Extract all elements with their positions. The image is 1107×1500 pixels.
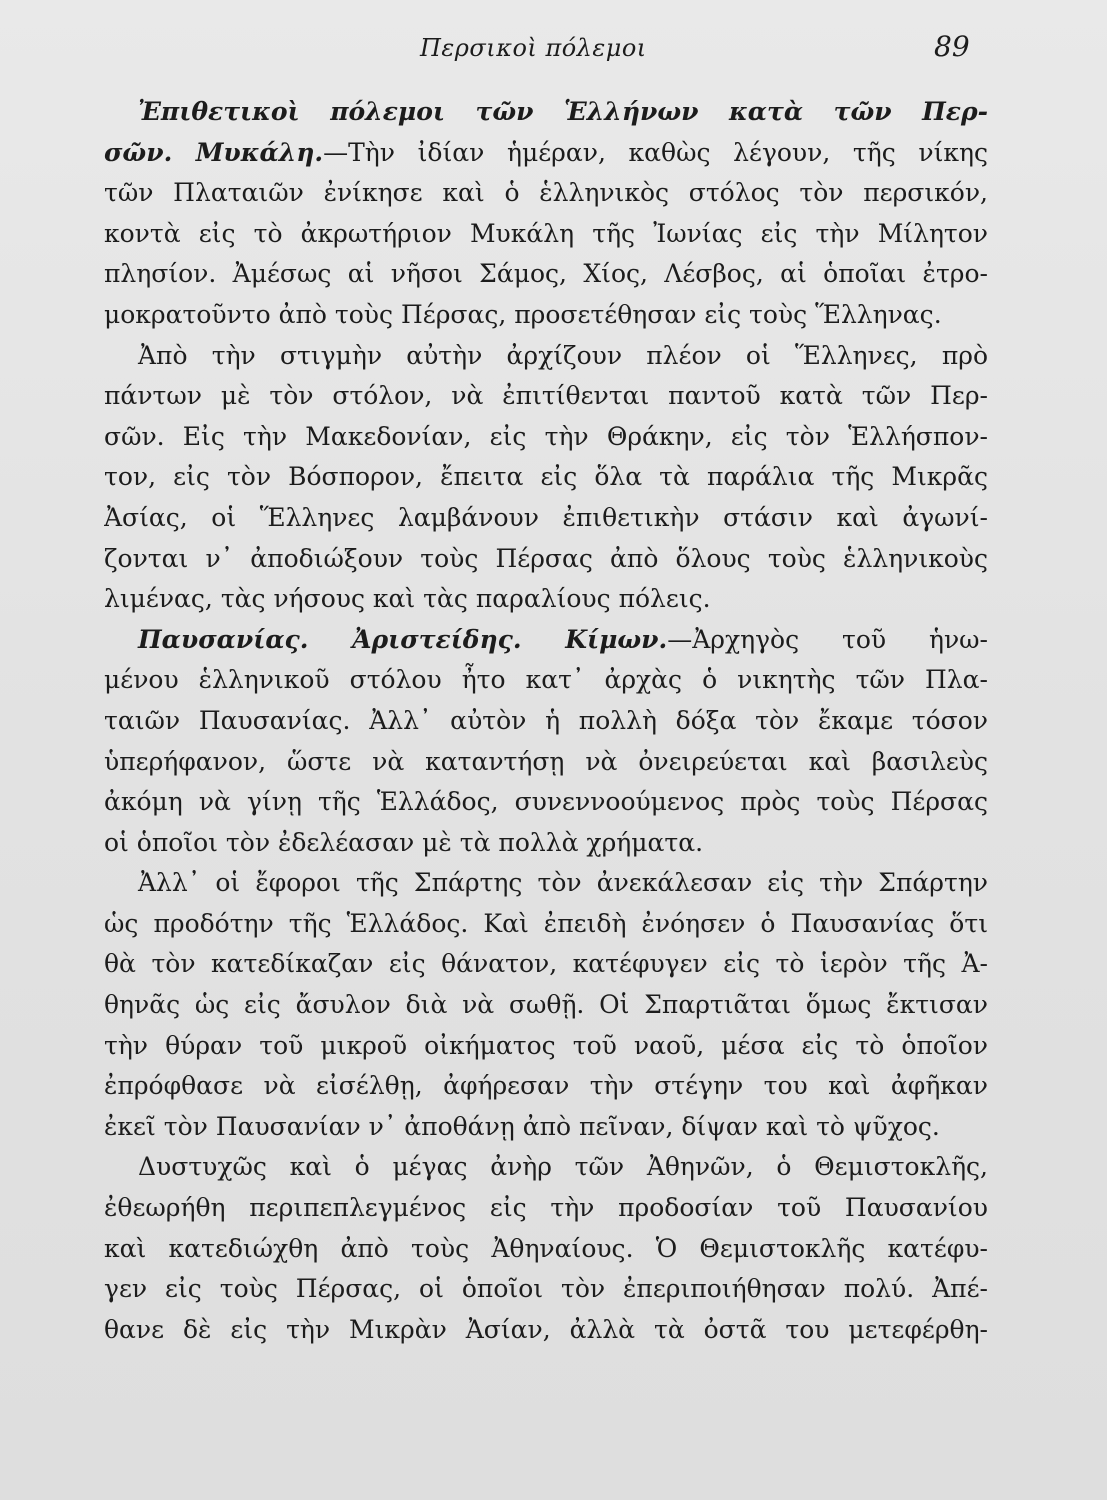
body-text-run: Ἀπὸ τὴν στιγμὴν αὐτὴν ἀρχίζουν πλέον οἱ Ἕλληνες, πρὸ xyxy=(138,340,988,370)
body-text-run: ἐπρόφθασε νὰ εἰσέλθῃ, ἀφήρεσαν τὴν στέγην του καὶ ἀφῆκαν xyxy=(104,1071,988,1101)
body-text-run: ἐθεωρήθη περιπεπλεγμένος εἰς τὴν προδοσίαν τοῦ Παυσανίου xyxy=(104,1193,988,1223)
body-text-run: Δυστυχῶς καὶ ὁ μέγας ἀνὴρ τῶν Ἀθηνῶν, ὁ Θεμιστοκλῆς, xyxy=(138,1152,988,1182)
body-text-run: Ἀσίας, οἱ Ἕλληνες λαμβάνουν ἐπιθετικὴν στάσιν καὶ ἀγωνί- xyxy=(104,502,988,532)
text-line xyxy=(104,863,988,904)
body-text-run: Ἀλλ᾽ οἱ ἔφοροι τῆς Σπάρτης τὸν ἀνεκάλεσαν εἰς τὴν Σπάρτην xyxy=(138,868,988,898)
body-text-run: καὶ κατεδιώχθη ἀπὸ τοὺς Ἀθηναίους. Ὁ Θεμιστοκλῆς κατέφυ- xyxy=(104,1233,988,1263)
text-line xyxy=(104,1310,988,1351)
body-text-run: ὑπερήφανον, ὥστε νὰ καταντήσῃ νὰ ὀνειρεύεται καὶ βασιλεὺς xyxy=(104,746,988,776)
body-text-run: ἀκόμη νὰ γίνῃ τῆς Ἑλλάδος, συνεννοούμενος πρὸς τοὺς Πέρσας xyxy=(104,787,988,817)
text-line xyxy=(104,944,988,985)
text-line xyxy=(104,417,988,458)
text-line xyxy=(104,457,988,498)
section-heading: σῶν. Μυκάλη. xyxy=(104,137,324,167)
body-text-run: —Ἀρχηγὸς τοῦ ἡνω- xyxy=(667,624,988,654)
body-text-run: μένου ἑλληνικοῦ στόλου ἦτο κατ᾽ ἀρχὰς ὁ νικητὴς τῶν Πλα- xyxy=(104,665,988,695)
body-text-run: ὡς προδότην τῆς Ἑλλάδος. Καὶ ἐπειδὴ ἐνόησεν ὁ Παυσανίας ὅτι xyxy=(104,908,988,938)
text-line xyxy=(104,376,988,417)
text-line xyxy=(104,498,988,539)
section-heading: Ἐπιθετικοὶ πόλεμοι τῶν Ἑλλήνων κατὰ τῶν Περ- xyxy=(138,97,988,126)
text-line xyxy=(104,823,988,864)
section-heading: Παυσανίας. Ἀριστείδης. Κίμων. xyxy=(138,624,668,654)
text-line xyxy=(104,782,988,823)
body-text-run: τῶν Πλαταιῶν ἐνίκησε καὶ ὁ ἑλληνικὸς στόλος τὸν περσικόν, xyxy=(104,178,988,208)
text-line xyxy=(104,742,988,783)
text-line xyxy=(104,539,988,580)
text-line xyxy=(104,173,988,214)
body-text-run: ταιῶν Παυσανίας. Ἀλλ᾽ αὐτὸν ἡ πολλὴ δόξα τὸν ἔκαμε τόσον xyxy=(104,705,988,735)
text-line xyxy=(104,1229,988,1270)
text-line xyxy=(104,133,988,174)
text-line xyxy=(104,660,988,701)
body-text-run: —Τὴν ἰδίαν ἡμέραν, καθὼς λέγουν, τῆς νίκης xyxy=(323,137,988,167)
body-text-run: σῶν. Εἰς τὴν Μακεδονίαν, εἰς τὴν Θράκην, εἰς τὸν Ἑλλήσπον- xyxy=(104,421,988,451)
text-line xyxy=(104,985,988,1026)
body-text-run: πάντων μὲ τὸν στόλον, νὰ ἐπιτίθενται παντοῦ κατὰ τῶν Περ- xyxy=(104,381,988,411)
text-line xyxy=(104,1066,988,1107)
running-title: Περσικοὶ πόλεμοι xyxy=(420,34,647,62)
text-line xyxy=(104,701,988,742)
body-text-run: θὰ τὸν κατεδίκαζαν εἰς θάνατον, κατέφυγεν εἰς τὸ ἱερὸν τῆς Ἀ- xyxy=(104,949,988,979)
text-line xyxy=(104,1188,988,1229)
body-text-run: τον, εἰς τὸν Βόσπορον, ἔπειτα εἰς ὅλα τὰ παράλια τῆς Μικρᾶς xyxy=(104,462,988,492)
text-line xyxy=(104,1026,988,1067)
text-line xyxy=(104,1147,988,1188)
text-line xyxy=(104,214,988,255)
body-text-run: ζονται ν᾽ ἀποδιώξουν τοὺς Πέρσας ἀπὸ ὅλους τοὺς ἑλληνικοὺς xyxy=(104,543,988,573)
text-line xyxy=(104,92,988,133)
text-line xyxy=(104,904,988,945)
body-text-run: κοντὰ εἰς τὸ ἀκρωτήριον Μυκάλη τῆς Ἰωνίας εἰς τὴν Μίλητον xyxy=(104,218,988,248)
body-text-run: θανε δὲ εἰς τὴν Μικρὰν Ἀσίαν, ἀλλὰ τὰ ὀστᾶ του μετεφέρθη- xyxy=(104,1314,988,1344)
body-text-run: μοκρατοῦντο ἀπὸ τοὺς Πέρσας, προσετέθησαν εἰς τοὺς Ἕλληνας. xyxy=(104,299,942,329)
body-text xyxy=(104,92,988,1350)
text-line xyxy=(104,620,988,661)
body-text-run: τὴν θύραν τοῦ μικροῦ οἰκήματος τοῦ ναοῦ, μέσα εἰς τὸ ὁποῖον xyxy=(104,1030,988,1060)
text-line xyxy=(104,295,988,336)
text-line xyxy=(104,336,988,377)
body-text-run: πλησίον. Ἀμέσως αἱ νῆσοι Σάμος, Χίος, Λέσβος, αἱ ὁποῖαι ἐτρο- xyxy=(104,259,988,289)
text-line xyxy=(104,1269,988,1310)
body-text-run: θηνᾶς ὡς εἰς ἄσυλον διὰ νὰ σωθῇ. Οἱ Σπαρτιᾶται ὅμως ἔκτισαν xyxy=(104,990,988,1020)
body-text-run: λιμένας, τὰς νήσους καὶ τὰς παραλίους πόλεις. xyxy=(104,584,711,614)
text-line xyxy=(104,254,988,295)
body-text-run: ἐκεῖ τὸν Παυσανίαν ν᾽ ἀποθάνῃ ἀπὸ πεῖναν, δίψαν καὶ τὸ ψῦχος. xyxy=(104,1111,940,1141)
text-line xyxy=(104,579,988,620)
body-text-run: οἱ ὁποῖοι τὸν ἐδελέασαν μὲ τὰ πολλὰ χρήματα. xyxy=(104,827,704,857)
page-number: 89 xyxy=(934,30,970,63)
body-text-run: γεν εἰς τοὺς Πέρσας, οἱ ὁποῖοι τὸν ἐπεριποιήθησαν πολύ. Ἀπέ- xyxy=(104,1274,988,1304)
text-line xyxy=(104,1107,988,1148)
